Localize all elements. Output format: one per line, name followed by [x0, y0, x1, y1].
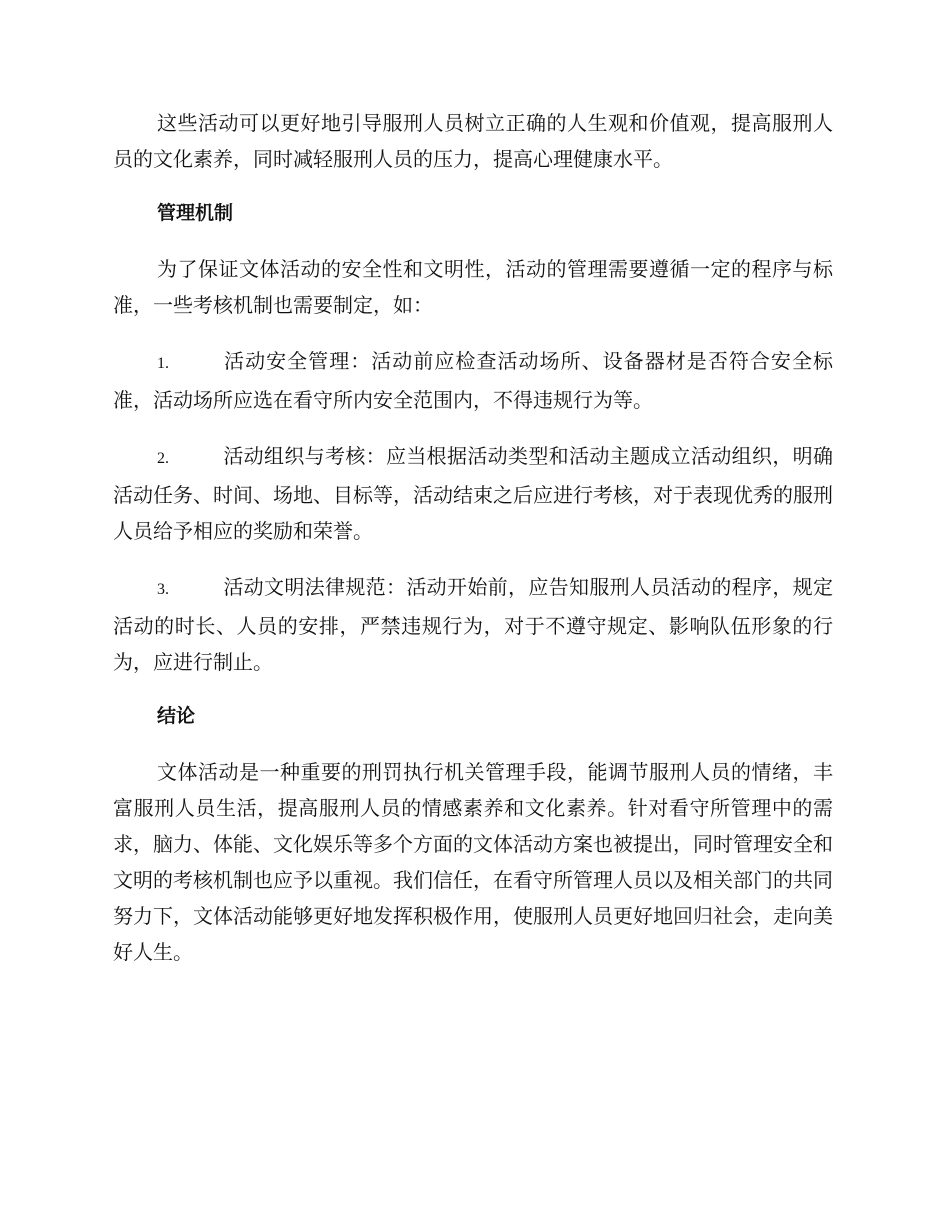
- section-heading-conclusion: 结论: [157, 705, 196, 727]
- list-item-text: 活动安全管理：活动前应检查活动场所、设备器材是否符合安全标准，活动场所应选在看守所内安全范围内，不得违规行为等。: [113, 349, 833, 412]
- list-item-text: 活动组织与考核：应当根据活动类型和活动主题成立活动组织，明确活动任务、时间、场地、目标等，活动结束之后应进行考核，对于表现优秀的服刑人员给予相应的奖励和荣誉。: [113, 444, 833, 543]
- intro-paragraph: 这些活动可以更好地引导服刑人员树立正确的人生观和价值观，提高服刑人员的文化素养，同时减轻服刑人员的压力，提高心理健康水平。: [113, 111, 833, 171]
- management-paragraph: 为了保证文体活动的安全性和文明性，活动的管理需要遵循一定的程序与标准，一些考核机制也需要制定，如：: [113, 257, 833, 317]
- list-item: [113, 343, 833, 418]
- section-heading-management: 管理机制: [157, 202, 234, 224]
- list-item: [113, 438, 833, 549]
- conclusion-paragraph: 文体活动是一种重要的刑罚执行机关管理手段，能调节服刑人员的情绪，丰富服刑人员生活，提高服刑人员的情感素养和文化素养。针对看守所管理中的需求，脑力、体能、文化娱乐等多个方面的文体活动方案也被提出，同时管理安全和文明的考核机制也应予以重视。我们信任，在看守所管理人员以及相关部门的共同努力下，文体活动能够更好地发挥积极作用，使服刑人员更好地回归社会，走向美好人生。: [113, 760, 833, 964]
- list-item-number: 1.: [157, 355, 169, 372]
- document-page: [113, 105, 833, 970]
- list-item-number: 3.: [157, 581, 169, 598]
- list-item-text: 活动文明法律规范：活动开始前，应告知服刑人员活动的程序，规定活动的时长、人员的安排，严禁违规行为，对于不遵守规定、影响队伍形象的行为，应进行制止。: [113, 575, 833, 674]
- list-item-number: 2.: [157, 450, 169, 467]
- list-item: [113, 569, 833, 680]
